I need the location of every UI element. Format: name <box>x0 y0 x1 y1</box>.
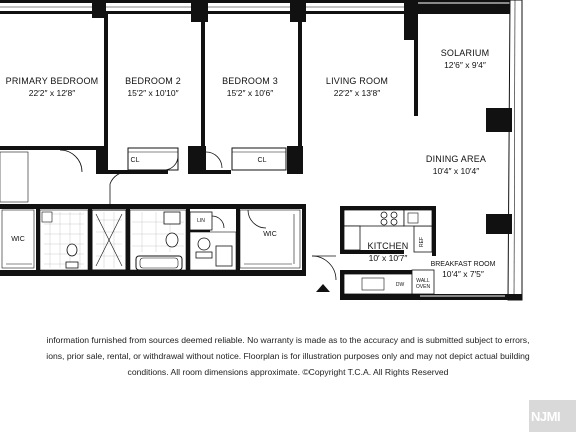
room-name-dining-area: DINING AREA <box>425 154 487 164</box>
room-dim-primary-bedroom: 22′2″ x 12′8″ <box>28 88 76 98</box>
sink-icon <box>42 212 52 222</box>
njmls-logo <box>529 400 576 432</box>
room-dim-kitchen: 10′ x 10′7″ <box>368 253 408 263</box>
room-dim-dining-area: 10′4″ x 10′4″ <box>432 166 480 176</box>
room-name-bedroom3: BEDROOM 3 <box>222 76 278 86</box>
toilet-icon <box>198 238 210 250</box>
disclaimer <box>0 332 576 380</box>
door-wic <box>248 210 266 228</box>
refrigerator-label: REF <box>419 237 425 247</box>
room-dim-solarium: 12′6″ x 9′4″ <box>444 60 486 70</box>
disclaimer-line-1: information furnished from sources deemed reliable. No warranty is made as to the accuracy and is submitted subject to errors, <box>46 335 530 345</box>
room-dim-living-room: 22′2″ x 13′8″ <box>333 88 381 98</box>
bathroom-primary <box>40 210 126 270</box>
wall-oven-label-2: OVEN <box>415 284 431 290</box>
room-dim-bedroom3: 15′2″ x 10′6″ <box>226 88 274 98</box>
logo-text: NJMI <box>531 408 561 424</box>
sink-icon <box>164 212 180 224</box>
entry-arrow-icon <box>316 284 330 292</box>
disclaimer-line-3: conditions. All room dimensions approximate. ©Copyright T.C.A. All Rights Reserved <box>127 367 449 377</box>
room-name-breakfast-room: BREAKFAST ROOM <box>430 261 496 268</box>
room-name-bedroom2: BEDROOM 2 <box>125 76 181 86</box>
wall-oven-label-1: WALL <box>416 278 430 284</box>
linen-label: LIN <box>197 218 205 224</box>
disclaimer-line-2: ions, prior sale, rental, or withdrawal without notice. Floorplan is for illustration purposes only and may not depict actual building <box>46 351 530 361</box>
dishwasher-label: DW <box>395 282 405 288</box>
toilet-icon <box>166 233 178 247</box>
bathroom-hall <box>130 210 186 270</box>
toilet-icon <box>67 244 77 256</box>
door-bedroom3 <box>206 152 222 168</box>
room-name-primary-bedroom: PRIMARY BEDROOM <box>5 76 99 86</box>
closet-label-bedroom3: CL <box>257 157 267 164</box>
door-primary-wic <box>60 150 82 172</box>
wic-label-primary: WIC <box>11 236 25 243</box>
door-entry <box>312 256 336 280</box>
sink-icon <box>216 246 232 266</box>
room-dim-bedroom2: 15′2″ x 10′10″ <box>127 88 179 98</box>
room-name-kitchen: KITCHEN <box>367 241 409 251</box>
closet-label-bedroom2: CL <box>130 157 140 164</box>
closets <box>0 148 286 202</box>
room-dim-breakfast-room: 10′4″ x 7′5″ <box>442 269 484 279</box>
room-name-living-room: LIVING ROOM <box>325 76 389 86</box>
wic-label-bedroom: WIC <box>263 231 277 238</box>
room-name-solarium: SOLARIUM <box>440 48 490 58</box>
